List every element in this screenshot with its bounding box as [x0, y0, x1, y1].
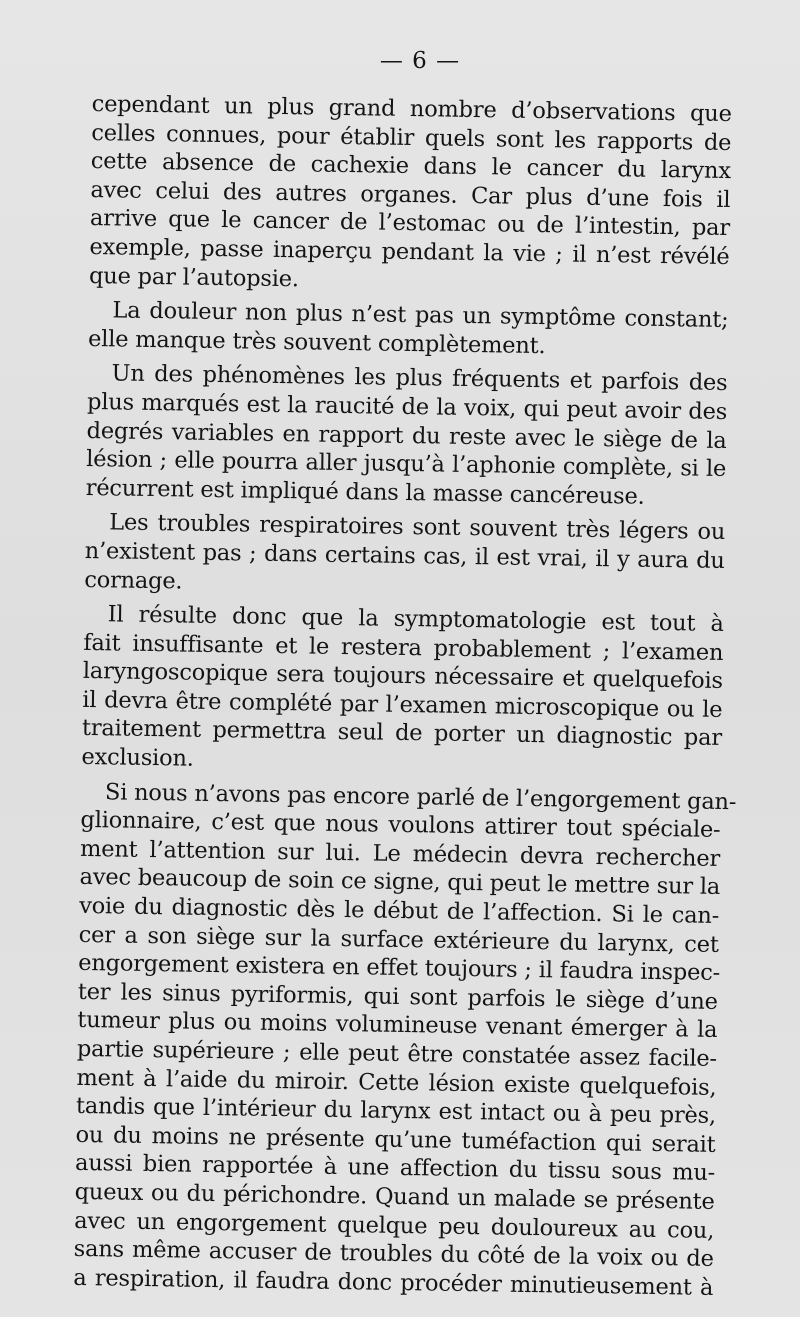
text-line: exclusion.	[81, 743, 194, 772]
text-line: cette absence de cachexie dans le cancer du larynx	[90, 148, 732, 185]
body-text	[73, 90, 737, 1302]
text-line: avec celui des autres organes. Car plus d’une fois il	[90, 176, 731, 213]
paragraph	[88, 296, 729, 363]
text-line: ment à l’aide du miroir. Cette lésion existe quelquefois,	[76, 1064, 717, 1101]
text-line: plus marqués est la raucité de la voix, qui peut avoir des	[86, 388, 728, 425]
text-line: ter les sinus pyriformis, qui sont parfois le siège d’une	[77, 978, 718, 1015]
text-line: exemple, passe inaperçu pendant la vie ; il n’est révélé	[89, 233, 730, 271]
paragraph	[89, 90, 732, 300]
text-line: Si nous n’avons pas encore parlé de l’engorgement gan-	[104, 778, 737, 815]
text-line: elle manque très souvent complètement.	[87, 325, 546, 359]
text-line: ou du moins ne présente qu’une tuméfaction qui serait	[75, 1121, 716, 1158]
text-line: fait insuffisante et le restera probablement ; l’examen	[83, 629, 724, 666]
text-line: tumeur plus ou moins volumineuse venant émerger à la	[77, 1007, 718, 1044]
text-line: engorgement existera en effet toujours ; il faudra inspec-	[78, 950, 721, 987]
text-line: degrés variables en rapport du reste avec le siège de la	[86, 417, 727, 454]
text-line: ment l’attention sur lui. Le médecin devra rechercher	[79, 835, 721, 872]
text-line: celles connues, pour établir quels sont les rapports de	[91, 119, 732, 156]
text-line: cornage.	[84, 566, 183, 594]
page-number: — 6 —	[379, 48, 461, 74]
text-line: avec beaucoup de soin ce signe, qui peut le mettre sur la	[79, 864, 721, 901]
text-line: traitement permettra seul de porter un diagnostic par	[81, 715, 723, 752]
text-line: Les troubles respiratoires sont souvent très légers ou	[109, 509, 726, 546]
text-line: Un des phénomènes les plus fréquents et parfois des	[111, 360, 728, 397]
text-line: tandis que l’intérieur du larynx est intact ou à peu près,	[75, 1093, 717, 1130]
text-line: voie du diagnostic dès le début de l’affection. Si le can-	[78, 892, 720, 929]
text-line: avec un engorgement quelque peu douloureux au cou,	[74, 1207, 715, 1244]
text-line: cer a son siège sur la surface extérieure du larynx, cet	[78, 921, 719, 958]
text-line: Il résulte donc que la symptomatologie est tout à	[107, 601, 724, 638]
paragraph	[73, 778, 737, 1303]
text-line: cependant un plus grand nombre d’observations que	[91, 90, 732, 128]
text-line: glionnaire, c’est que nous voulons attirer tout spéciale-	[80, 807, 721, 844]
text-line: arrive que le cancer de l’estomac ou de l’intestin, par	[89, 205, 731, 242]
text-line: a respiration, il faudra donc procéder minutieusement à	[73, 1264, 714, 1301]
text-line: laryngoscopique sera toujours nécessaire et quelquefois	[82, 658, 723, 695]
text-line: queux ou du périchondre. Quand un malade se présente	[74, 1178, 715, 1215]
text-line: aussi bien rapportée à une affection du tissu sous mu-	[74, 1150, 716, 1187]
paragraph	[84, 508, 725, 604]
text-line: partie supérieure ; elle peut être constatée assez facile-	[76, 1035, 718, 1072]
paragraph	[86, 359, 728, 512]
text-line: récurrent est impliqué dans la masse cancéreuse.	[85, 474, 645, 510]
text-line: que par l’autopsie.	[88, 262, 300, 292]
text-line: sans même accuser de troubles du côté de la voix ou de	[73, 1236, 714, 1273]
text-line: il devra être complété par l’examen microscopique ou le	[82, 686, 723, 723]
text-line: lésion ; elle pourra aller jusqu’à l’aphonie complète, si le	[85, 446, 727, 483]
text-line: n’existent pas ; dans certains cas, il est vrai, il y aura du	[84, 537, 725, 574]
paragraph	[81, 600, 724, 782]
text-line: La douleur non plus n’est pas un symptôme constant;	[112, 297, 729, 334]
